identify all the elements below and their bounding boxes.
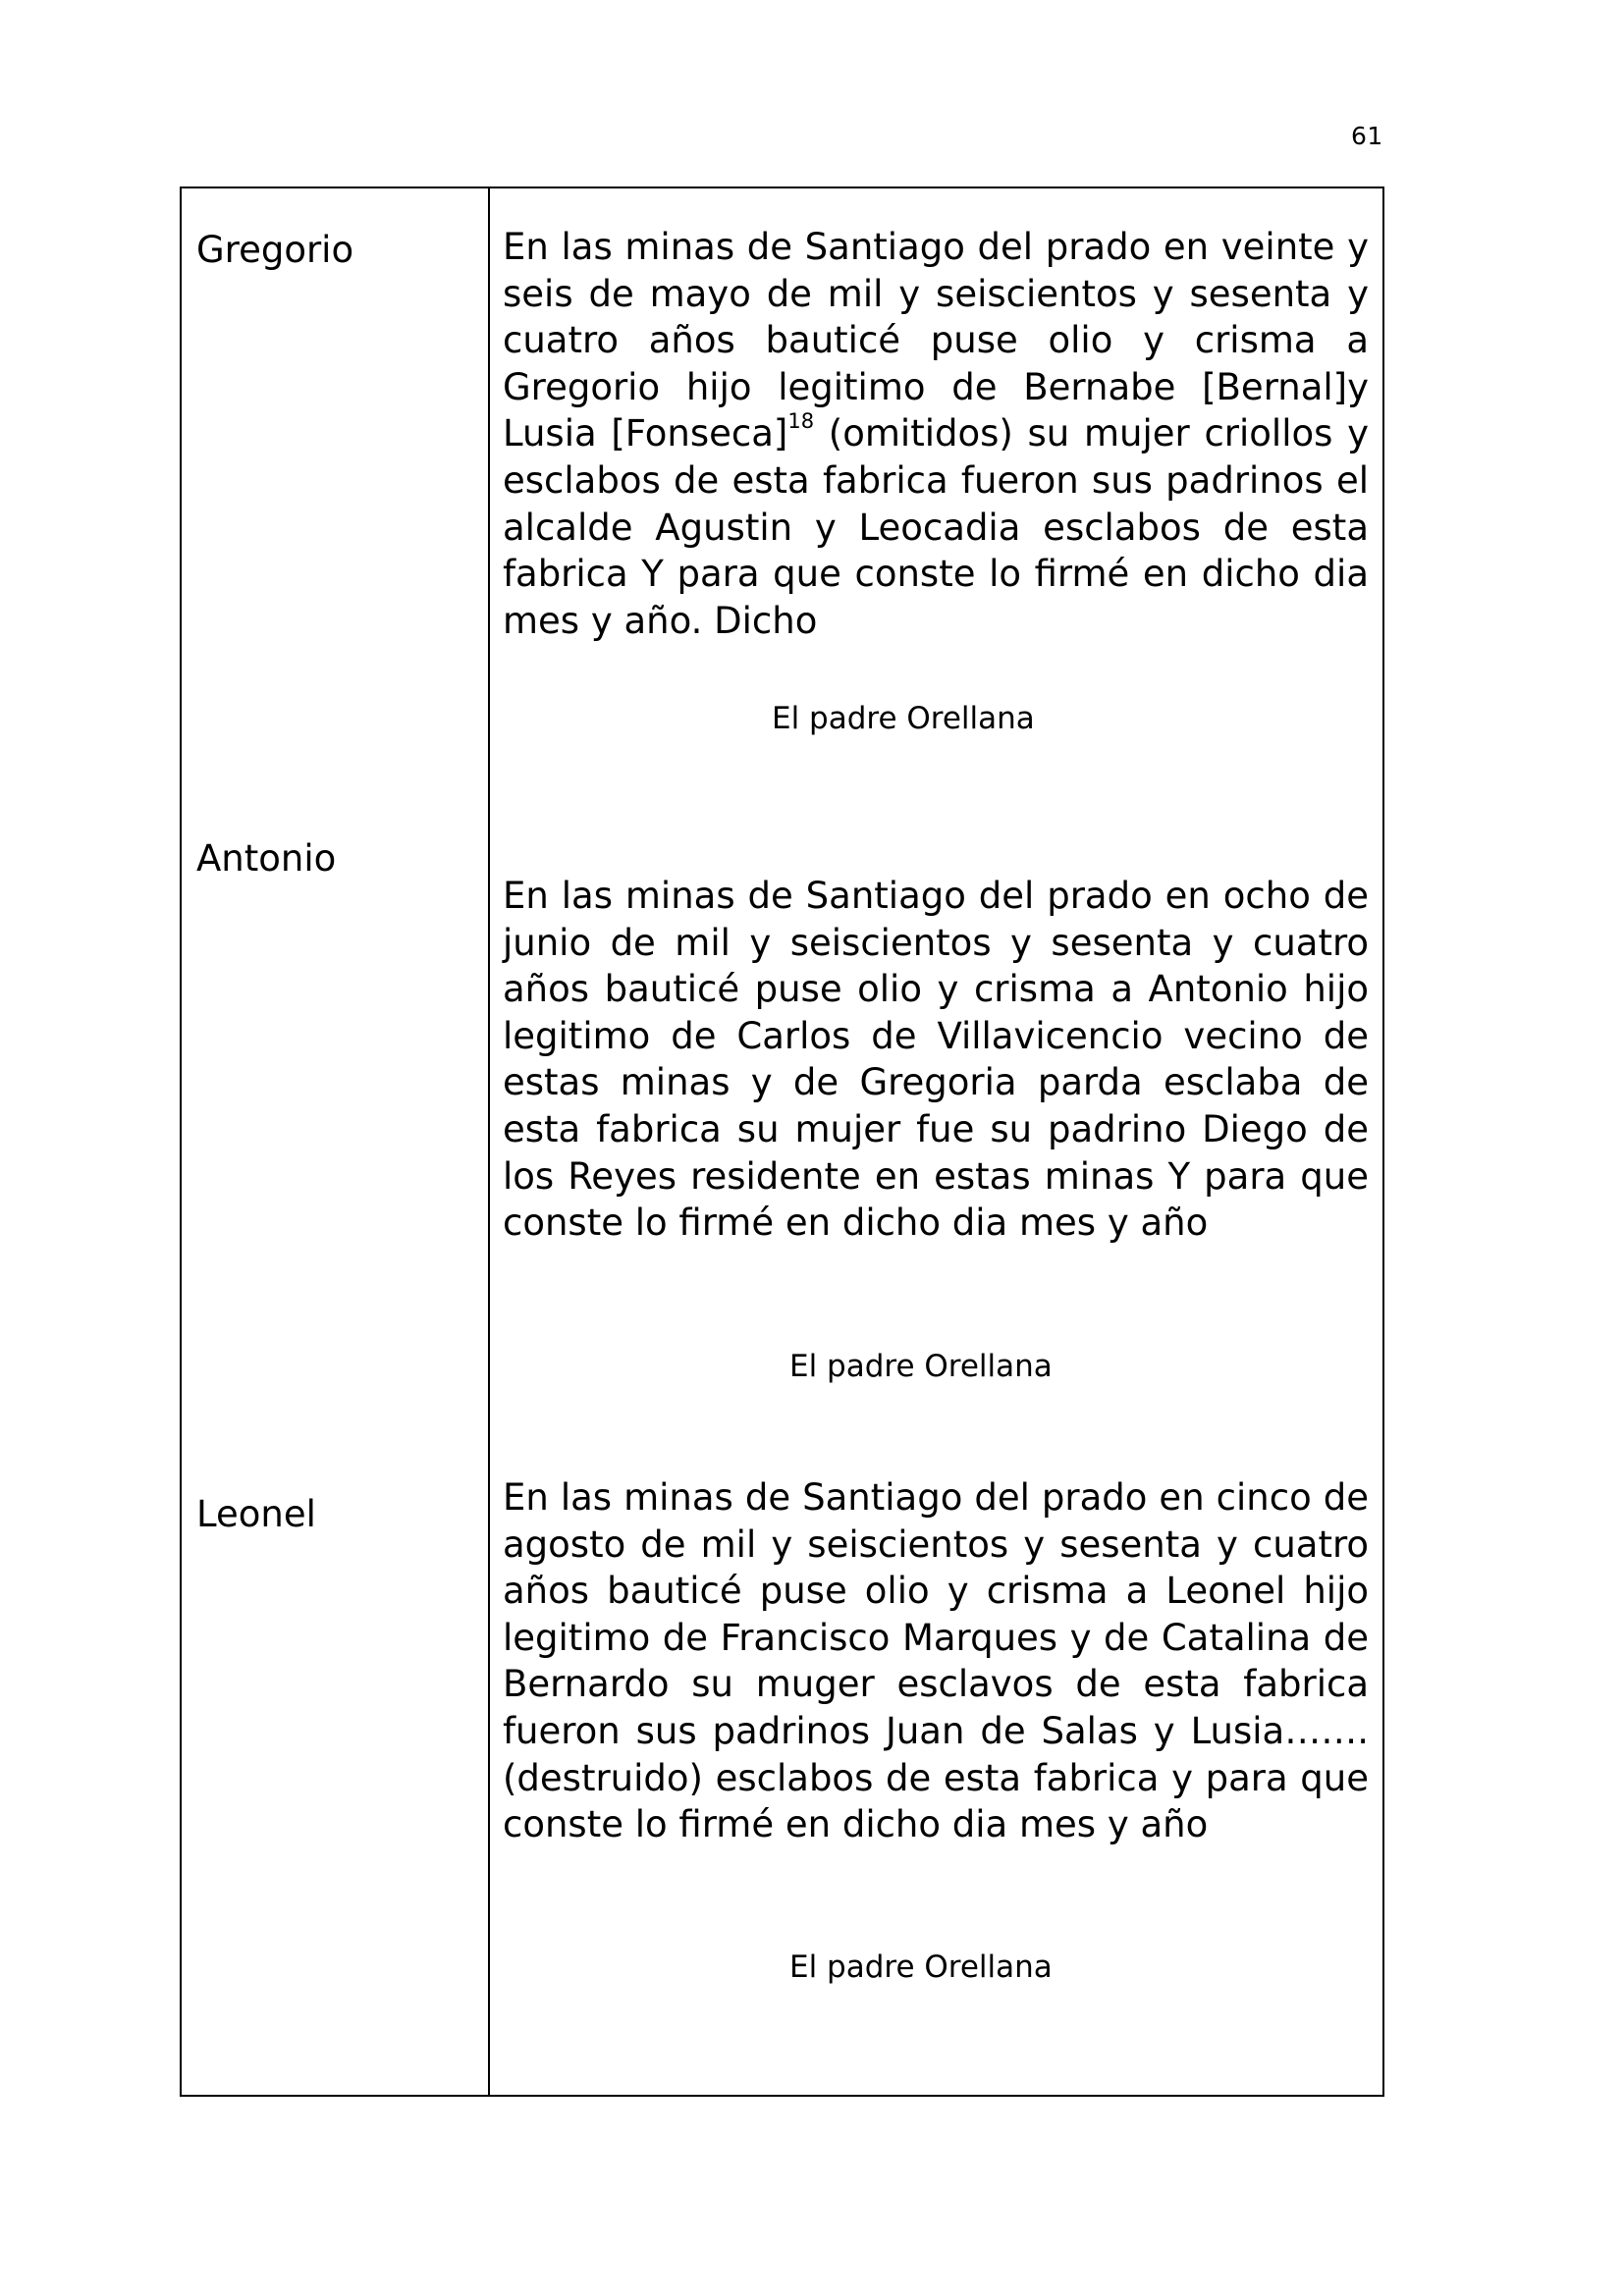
entry-record-gregorio (503, 224, 1369, 644)
entry-record-leonel: En las minas de Santiago del prado en cinco de agosto de mil y seiscientos y sesenta y cuatro años bauticé puse olio y crisma a Leonel hijo legitimo de Francisco Marques y de Catalina de Bernardo su muger esclavos de esta fabrica fueron sus padrinos Juan de Salas y Lusia……. (destruido) esclabos de esta fabrica y para que conste lo firmé en dicho dia mes y año (503, 1476, 1369, 1846)
page-number: 61 (1351, 122, 1383, 150)
footnote-marker: 18 (787, 409, 815, 434)
entry-text-part: En las minas de Santiago del prado en veinte y seis de mayo de mil y seiscientos y sesenta y cuatro años bauticé puse olio y crisma a Gregorio hijo legitimo de Bernabe [Bernal]y Lusia [Fonseca] (503, 226, 1369, 455)
entry-name-leonel: Leonel (196, 1493, 316, 1535)
signature-leonel: El padre Orellana (789, 1949, 1053, 1985)
entry-text-part: (omitidos) su mujer criollos y esclabos de esta fabrica fueron sus padrinos el alcalde Agustin y Leocadia esclabos de esta fabrica Y para que conste lo firmé en dicho dia mes y año. Dicho (503, 412, 1369, 642)
signature-gregorio: El padre Orellana (772, 701, 1035, 736)
column-divider (488, 188, 490, 2095)
entry-record-antonio: En las minas de Santiago del prado en ocho de junio de mil y seiscientos y sesenta y cuatro años bauticé puse olio y crisma a Antonio hijo legitimo de Carlos de Villavicencio vecino de estas minas y de Gregoria parda esclaba de esta fabrica su mujer fue su padrino Diego de los Reyes residente en estas minas Y para que conste lo firmé en dicho dia mes y año (503, 875, 1369, 1245)
entry-name-antonio: Antonio (196, 837, 337, 880)
baptism-register-table (180, 187, 1384, 2097)
signature-antonio: El padre Orellana (789, 1349, 1053, 1384)
entry-name-gregorio: Gregorio (196, 229, 354, 271)
